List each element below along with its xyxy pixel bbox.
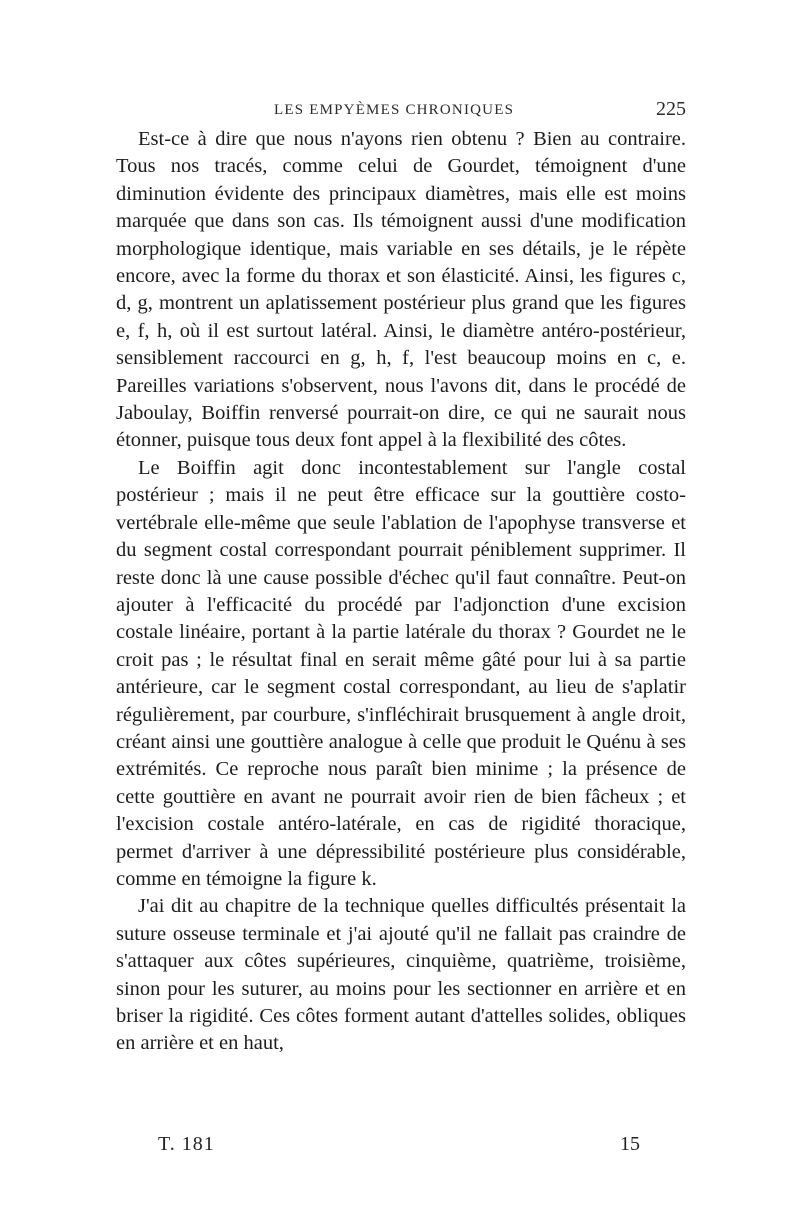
- running-head: [116, 98, 686, 124]
- page-footer: [116, 1133, 686, 1163]
- running-title: LES EMPYÈMES CHRONIQUES: [274, 102, 515, 118]
- body-text: [116, 126, 686, 1058]
- page-number: 225: [656, 98, 686, 120]
- paragraph-3: J'ai dit au chapitre de la technique quelles difficultés présentait la suture osseuse terminale et j'ai ajouté qu'il ne fallait pas craindre de s'attaquer aux côtes supérieures, cinquième, quatrième, troisième, sinon pour les suturer, au moins pour les sectionner en arrière et en briser la rigidité. Ces côtes forment autant d'attelles solides, obliques en arrière et en haut,: [116, 895, 686, 1055]
- paragraph-1: Est-ce à dire que nous n'ayons rien obtenu ? Bien au contraire. Tous nos tracés, comme celui de Gourdet, témoignent d'une diminution évidente des principaux diamètres, mais elle est moins marquée que dans son cas. Ils témoignent aussi d'une modification morphologique identique, mais variable en ses détails, je le répète encore, avec la forme du thorax et son élasticité. Ainsi, les figures c, d, g, montrent un aplatissement postérieur plus grand que les figures e, f, h, où il est surtout latéral. Ainsi, le diamètre antéro-postérieur, sensiblement raccourci en g, h, f, l'est beaucoup moins en c, e. Pareilles variations s'observent, nous l'avons dit, dans le procédé de Jaboulay, Boiffin renversé pourrait-on dire, ce qui ne saurait nous étonner, puisque tous deux font appel à la flexibilité des côtes.: [116, 128, 686, 452]
- printer-signature: T. 181: [158, 1133, 215, 1155]
- sheet-number: 15: [620, 1133, 640, 1155]
- paragraph-2: Le Boiffin agit donc incontestablement sur l'angle costal postérieur ; mais il ne peut être efficace sur la gouttière costo-vertébrale elle-même que seule l'ablation de l'apophyse transverse et du segment costal correspondant pourrait péniblement supprimer. Il reste donc là une cause possible d'échec qu'il faut connaître. Peut-on ajouter à l'efficacité du procédé par l'adjonction d'une excision costale linéaire, portant à la partie latérale du thorax ? Gourdet ne le croit pas ; le résultat final en serait même gâté pour lui à sa partie antérieure, car le segment costal correspondant, au lieu de s'aplatir régulièrement, par courbure, s'infléchirait brusquement à angle droit, créant ainsi une gouttière analogue à celle que produit le Quénu à ses extrémités. Ce reproche nous paraît bien minime ; la présence de cette gouttière en avant ne pourrait avoir rien de bien fâcheux ; et l'excision costale antéro-latérale, en cas de rigidité thoracique, permet d'arriver à une dépressibilité postérieure plus considérable, comme en témoigne la figure k.: [116, 456, 686, 890]
